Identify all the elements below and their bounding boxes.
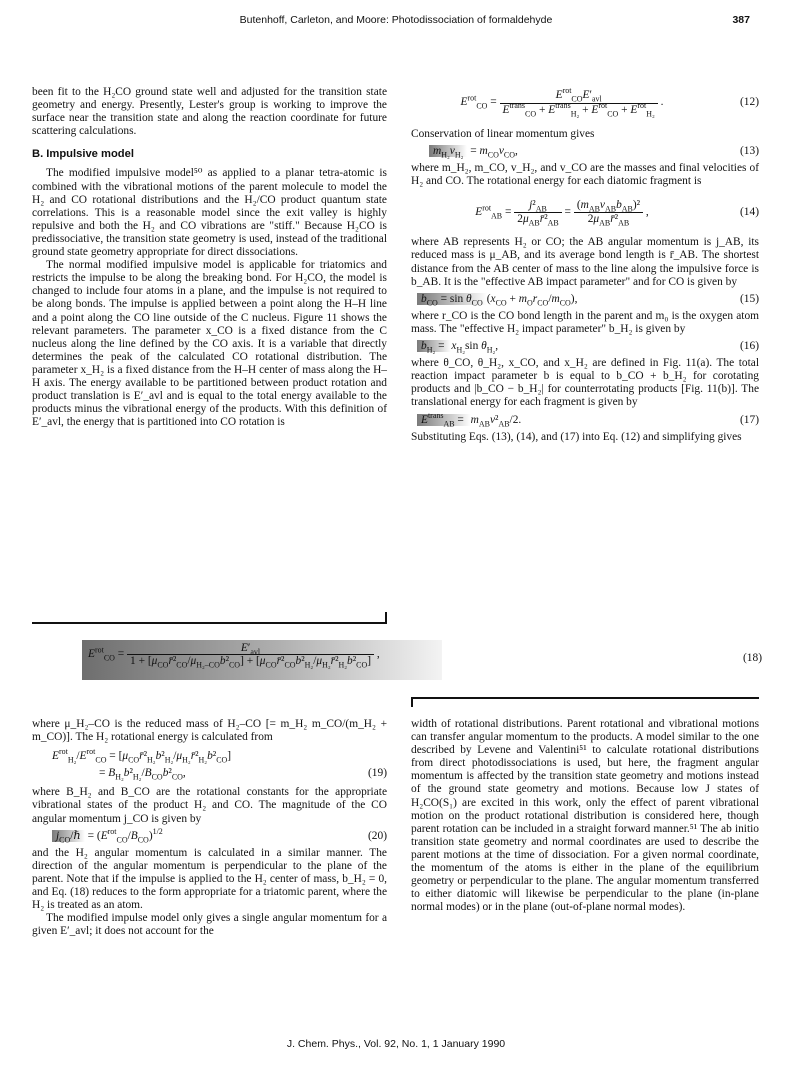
paragraph: Conservation of linear momentum gives: [411, 128, 595, 140]
equation-number: (20): [368, 829, 387, 842]
equation-number: (18): [743, 652, 762, 664]
column-end-rule: [32, 622, 387, 624]
equation-body: $E^{rot}_{CO}$ = $\frac{E^{rot}_{CO}E'_{avl}}{E^{trans}_{CO} + E^{trans}_{H_2} + E^{rot}_{CO} + E^{rot}_{H_2}}$ .: [460, 86, 664, 118]
paragraph: where m_H₂, m_CO, v_H₂, and v_CO are the masses and final velocities of H₂ and CO. The rotational energy for each diatomic fragment is: [411, 162, 759, 188]
column-end-rule-tick: [385, 612, 387, 622]
equation-body: $j_{CO}/\hbar = (E^{rot}_{CO}/B_{CO})^{1/2}$: [32, 830, 341, 843]
paragraph: The normal modified impulsive model is applicable for triatomics and restricts the impulse to be along the breaking bond. For H₂CO, the model is changed to include four atoms in a plane, and the impulse is not required to be along bonds. The impulse is applied between a point along the H–H line and a point along the CO line outside of the C nucleus. Figure 11 shows the relevant parameters. The parameter x_CO is a fixed distance from the C nucleus along the line defined by the CO axis. It is a variable that directly determines the peak of the calculated CO rotational distribution. The parameter x_H₂ is a fixed distance from the H–H center of mass along the H–H axis. The energy available to be partitioned between product rotation and product translation is E′_avl and is equal to the total energy available to the products minus the vibrational energy of the products. With this definition of E′_avl, the energy that is partitioned into CO rotation is: [32, 259, 387, 429]
equation-body: $E^{rot}_{H_2}/E^{rot}_{CO}$ = $[\mu_{CO}r̄^2_{H_2}b^2_{H_2}/\mu_{H_2}r̄^2_{H_2}b^2_{CO}]$: [52, 747, 232, 765]
paragraph: where θ_CO, θ_H₂, x_CO, and x_H₂ are defined in Fig. 11(a). The total reaction impact parameter b is equal to b_CO + b_H₂ for corotating products and |b_CO − b_H₂| for counterrotating products [Fig. 11(b)]. The translational energy for each fragment is given by: [411, 357, 759, 409]
equation-body: $E^{rot}_{CO}$ = $\frac{E'_{avl}}{1 + [\mu_{CO}r̄^2_{CO}/\mu_{H_2-CO}b^2_{CO}] + [\mu_{CO}r̄^2_{CO}b^2_{H_2}/\mu_{H_2}r̄^2_{H_2}b^2_{CO}]}$ ,: [88, 642, 380, 670]
equation-number: (15): [740, 292, 759, 305]
equation-body: $b_{H_2} = x_{H_2}\sin$ $\theta_{H_2}$,: [411, 340, 713, 353]
equation-body: $b_{CO} = \sin \theta_{CO}$ $(x_{CO} + m_Or_{CO}/m_{CO})$,: [411, 293, 713, 306]
equation-16: [411, 340, 759, 353]
equation-14: [411, 192, 759, 232]
paragraph: where μ_H₂–CO is the reduced mass of H₂–CO [= m_H₂ m_CO/(m_H₂ + m_CO)]. The H₂ rotational energy is calculated from: [32, 718, 387, 744]
paragraph: width of rotational distributions. Parent rotational and vibrational motions can transfer angular momentum to the products. A model similar to the one described by Levene and Valentini⁵¹ to calculate rotational distributions from direct photodissociations is used, but here, the fragment angular momentum is affected by the transition state geometry and motions instead of the ground state geometry and motions. Because low J states of H₂CO(S₁) are excited in this work, only the effect of parent vibrational motion on the product rotational distribution is considered here, though parent rotation can be included in a straight forward manner.⁵¹ The ab initio transition state geometry and normal coordinates are used to describe the parent motions at the time of dissociation. For a given normal coordinate, the momentum of the atoms is either in the plane of the equilibrium geometry or perpendicular to the plane. The angular momentum transferred to either diatomic will likewise be perpendicular to the plane (in-plane normal modes) or in the plane (out-of-plane normal modes).: [411, 718, 759, 914]
paragraph: been fit to the H₂CO ground state well and adjusted for the transition state geometry and energy. Presently, Lester's group is working to improve the surface near the transition state and along the reaction coordinate for future scattering calculations.: [32, 86, 387, 138]
equation-20: [32, 826, 387, 844]
equation-number: (19): [368, 767, 387, 780]
page-number: 387: [732, 14, 750, 26]
equation-body: $E^{trans}_{AB} = m_{AB}v^2_{AB}/2$.: [411, 414, 713, 427]
equation-number: (16): [740, 340, 759, 353]
equation-number: (17): [740, 413, 759, 426]
journal-footer: J. Chem. Phys., Vol. 92, No. 1, 1 January 1990: [286, 1038, 506, 1050]
equation-number: (13): [740, 145, 759, 158]
equation-body: $E^{rot}_{AB}$ = $\frac{j^2_{AB}}{2\mu_{AB}r̄^2_{AB}}$ = $\frac{(m_{AB}v_{AB}b_{AB})^2}{2\mu_{AB}r̄^2_{AB}}$ ,: [475, 198, 649, 228]
equation-body-line2: = $B_{H_2}b^2_{H_2}/B_{CO}b^2_{CO}$,: [99, 767, 186, 782]
paragraph: The modified impulsive model⁵⁰ as applied to a planar tetra-atomic is combined with the vibrational motions of the parent molecule to model the H₂ and CO rotational distributions and the H₂/CO product quantum state correlations. This is a reasonable model since the exit valley is highly repulsive and both the H₂ and CO vibrations are "stiff." Because H₂CO is predissociative, the transition state geometry is used, instead of the traditional ground state geometry appropriate for direct dissociations.: [32, 167, 387, 259]
equation-number: (12): [740, 96, 759, 109]
column-start-rule: [411, 697, 759, 699]
equation-13: [411, 145, 759, 158]
running-title: Butenhoff, Carleton, and Moore: Photodissociation of formaldehyde: [239, 14, 553, 26]
left-column-top: [32, 86, 387, 429]
paragraph: The modified impulse model only gives a single angular momentum for a given E′_avl; it does not account for the: [32, 912, 387, 938]
right-column-bottom: [411, 718, 759, 914]
section-heading: B. Impulsive model: [32, 148, 134, 161]
paragraph: where r_CO is the CO bond length in the parent and m₀ is the oxygen atom mass. The "effective H₂ impact parameter" b_H₂ is given by: [411, 309, 759, 335]
left-column-bottom: [32, 718, 387, 938]
column-start-rule-tick: [411, 697, 413, 707]
paragraph: where B_H₂ and B_CO are the rotational constants for the appropriate vibrational states of the product H₂ and CO. The magnitude of the CO angular momentum j_CO is given by: [32, 786, 387, 825]
equation-12: [411, 82, 759, 124]
paragraph: Substituting Eqs. (13), (14), and (17) into Eq. (12) and simplifying gives: [411, 430, 742, 443]
equation-number: (14): [740, 205, 759, 218]
equation-17: [411, 410, 759, 428]
equation-18: [82, 640, 762, 680]
equation-body: $m_{H_2}v_{H_2} = m_{CO}v_{CO}$,: [411, 145, 713, 158]
equation-19: [32, 747, 387, 782]
right-column-top: [411, 78, 759, 444]
paragraph: where AB represents H₂ or CO; the AB angular momentum is j_AB, its reduced mass is μ_AB, and its average bond length is r̄_AB. The shortest distance from the AB center of mass to the line along the impulsive force is b_AB. It is the "effective AB impact parameter" and for CO is given by: [411, 236, 759, 288]
equation-15: [411, 293, 759, 306]
running-header: [0, 14, 792, 34]
paragraph: and the H₂ angular momentum is calculated in a similar manner. The direction of the angular momentum is perpendicular to the plane of the parent. Note that if the impulse is applied to the H₂ center of mass, b_H₂ = 0, and Eq. (18) reduces to the form appropriate for a triatomic parent, where the H₂ is treated as an atom.: [32, 846, 387, 912]
